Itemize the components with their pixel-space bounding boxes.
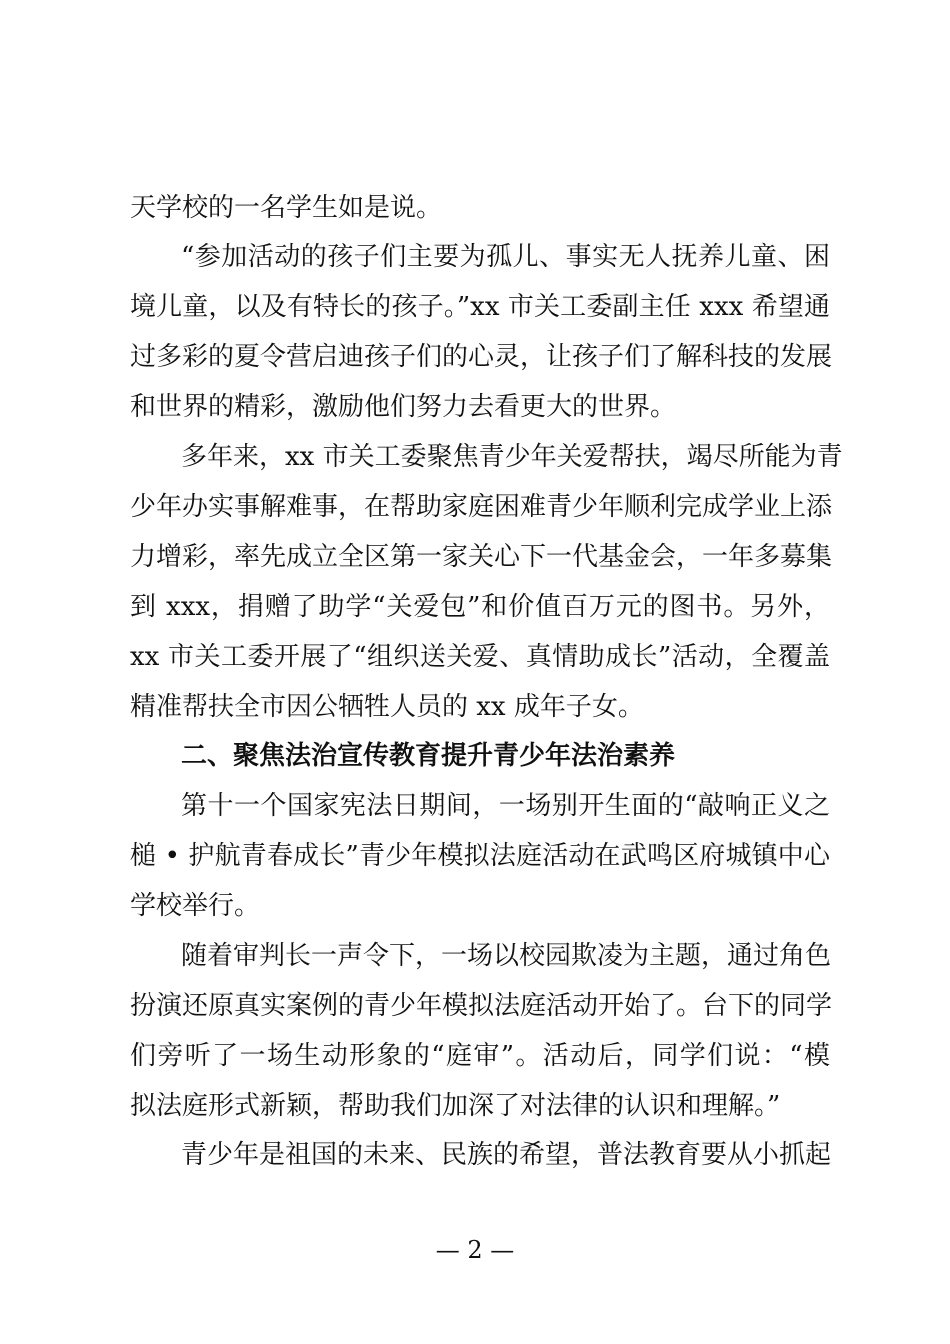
paragraph-line: 少年办实事解难事，在帮助家庭困难青少年顺利完成学业上添: [130, 492, 833, 522]
page-number: — 2 —: [435, 1236, 515, 1264]
paragraph-line: 和世界的精彩，激励他们努力去看更大的世界。: [130, 392, 677, 422]
paragraph-line: 拟法庭形式新颖，帮助我们加深了对法律的认识和理解。”: [130, 1091, 781, 1121]
paragraph-line: 精准帮扶全市因公牺牲人员的 xx 成年子女。: [130, 692, 644, 722]
paragraph-line: 扮演还原真实案例的青少年模拟法庭活动开始了。台下的同学: [130, 991, 833, 1021]
paragraph-line: 天学校的一名学生如是说。: [130, 193, 443, 223]
paragraph-line: 随着审判长一声令下，一场以校园欺凌为主题，通过角色: [181, 941, 832, 971]
paragraph-line: 过多彩的夏令营启迪孩子们的心灵，让孩子们了解科技的发展: [130, 342, 833, 372]
paragraph-line: 第十一个国家宪法日期间，一场别开生面的“敲响正义之: [181, 791, 830, 821]
paragraph-line: “参加活动的孩子们主要为孤儿、事实无人抚养儿童、困: [181, 242, 830, 272]
paragraph-line: xx 市关工委开展了“组织送关爱、真情助成长”活动，全覆盖: [130, 642, 830, 672]
paragraph-line: 们旁听了一场生动形象的“庭审”。活动后，同学们说：“模: [130, 1041, 830, 1071]
paragraph-line: 槌 • 护航青春成长”青少年模拟法庭活动在武鸣区府城镇中心: [130, 841, 830, 871]
paragraph-line: 境儿童，以及有特长的孩子。”xx 市关工委副主任 xxx 希望通: [130, 292, 830, 322]
paragraph-line: 学校举行。: [130, 891, 261, 921]
section-heading: 二、聚焦法治宣传教育提升青少年法治素养: [181, 741, 676, 771]
paragraph-line: 到 xxx，捐赠了助学“关爱包”和价值百万元的图书。另外，: [130, 592, 830, 622]
paragraph-line: 多年来，xx 市关工委聚焦青少年关爱帮扶，竭尽所能为青: [181, 442, 843, 472]
paragraph-line: 力增彩，率先成立全区第一家关心下一代基金会，一年多募集: [130, 542, 833, 572]
paragraph-line: 青少年是祖国的未来、民族的希望，普法教育要从小抓起: [181, 1140, 832, 1170]
